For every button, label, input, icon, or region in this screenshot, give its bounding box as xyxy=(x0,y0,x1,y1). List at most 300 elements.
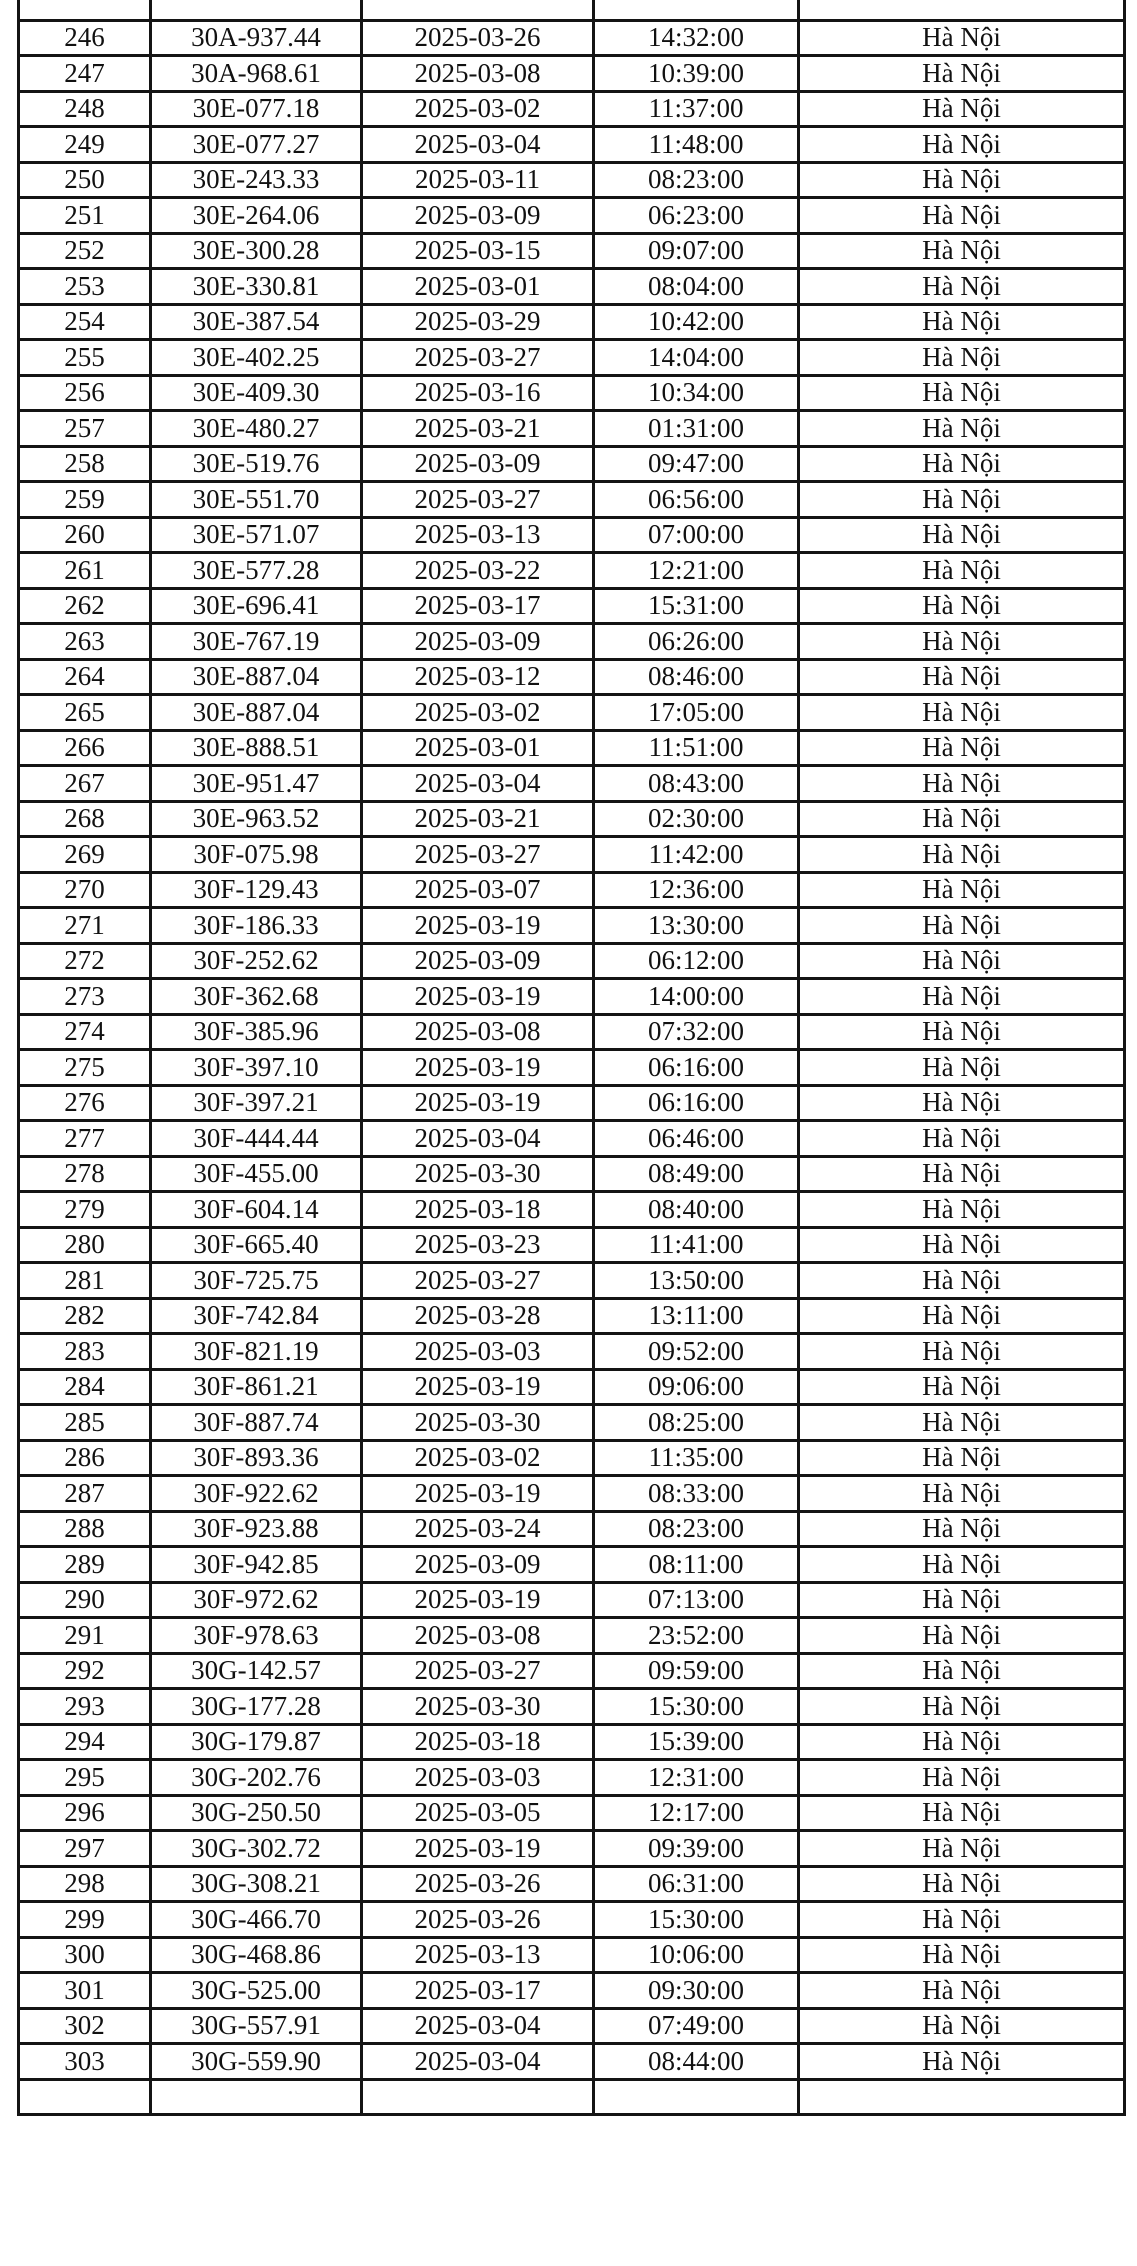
violation-table-page xyxy=(17,0,1123,2116)
license-plate-cell: 30G-142.57 xyxy=(151,1653,362,1689)
table-row xyxy=(19,20,1125,56)
row-number-cell: 286 xyxy=(19,1440,151,1476)
table-row xyxy=(19,553,1125,589)
time-cell: 14:00:00 xyxy=(594,979,799,1015)
license-plate-cell: 30F-942.85 xyxy=(151,1547,362,1583)
license-plate-cell: 30G-308.21 xyxy=(151,1866,362,1902)
location-cell: Hà Nội xyxy=(799,1298,1125,1334)
row-number-cell: 267 xyxy=(19,766,151,802)
row-number-cell: 270 xyxy=(19,872,151,908)
table-row xyxy=(19,943,1125,979)
row-number-cell: 262 xyxy=(19,588,151,624)
row-number-cell: 276 xyxy=(19,1085,151,1121)
location-cell: Hà Nội xyxy=(799,20,1125,56)
location-cell: Hà Nội xyxy=(799,872,1125,908)
empty-cell xyxy=(151,2079,362,2115)
location-cell: Hà Nội xyxy=(799,56,1125,92)
table-row xyxy=(19,1689,1125,1725)
time-cell: 10:06:00 xyxy=(594,1937,799,1973)
table-row xyxy=(19,269,1125,305)
license-plate-cell: 30E-480.27 xyxy=(151,411,362,447)
date-cell: 2025-03-04 xyxy=(362,1121,594,1157)
date-cell: 2025-03-03 xyxy=(362,1334,594,1370)
row-number-cell: 269 xyxy=(19,837,151,873)
date-cell: 2025-03-19 xyxy=(362,1582,594,1618)
date-cell: 2025-03-19 xyxy=(362,1476,594,1512)
location-cell: Hà Nội xyxy=(799,1440,1125,1476)
date-cell: 2025-03-13 xyxy=(362,517,594,553)
table-row xyxy=(19,340,1125,376)
time-cell: 12:36:00 xyxy=(594,872,799,908)
location-cell: Hà Nội xyxy=(799,1582,1125,1618)
date-cell: 2025-03-19 xyxy=(362,908,594,944)
date-cell: 2025-03-30 xyxy=(362,1405,594,1441)
date-cell: 2025-03-19 xyxy=(362,1831,594,1867)
table-row xyxy=(19,1476,1125,1512)
table-row xyxy=(19,517,1125,553)
time-cell: 12:31:00 xyxy=(594,1760,799,1796)
table-row xyxy=(19,411,1125,447)
location-cell: Hà Nội xyxy=(799,1369,1125,1405)
date-cell: 2025-03-30 xyxy=(362,1156,594,1192)
empty-cell xyxy=(799,0,1125,20)
table-row xyxy=(19,1653,1125,1689)
time-cell: 08:23:00 xyxy=(594,1511,799,1547)
location-cell: Hà Nội xyxy=(799,2044,1125,2080)
table-row xyxy=(19,1050,1125,1086)
license-plate-cell: 30G-525.00 xyxy=(151,1973,362,2009)
empty-cell xyxy=(362,0,594,20)
row-number-cell: 288 xyxy=(19,1511,151,1547)
license-plate-cell: 30F-725.75 xyxy=(151,1263,362,1299)
license-plate-cell: 30F-075.98 xyxy=(151,837,362,873)
row-number-cell: 297 xyxy=(19,1831,151,1867)
time-cell: 10:39:00 xyxy=(594,56,799,92)
date-cell: 2025-03-26 xyxy=(362,1866,594,1902)
license-plate-cell: 30E-402.25 xyxy=(151,340,362,376)
license-plate-cell: 30E-330.81 xyxy=(151,269,362,305)
empty-cell xyxy=(19,0,151,20)
table-row xyxy=(19,659,1125,695)
row-number-cell: 294 xyxy=(19,1724,151,1760)
time-cell: 09:06:00 xyxy=(594,1369,799,1405)
license-plate-cell: 30E-696.41 xyxy=(151,588,362,624)
location-cell: Hà Nội xyxy=(799,1795,1125,1831)
date-cell: 2025-03-08 xyxy=(362,1014,594,1050)
license-plate-cell: 30E-577.28 xyxy=(151,553,362,589)
date-cell: 2025-03-27 xyxy=(362,1653,594,1689)
location-cell: Hà Nội xyxy=(799,1937,1125,1973)
table-row xyxy=(19,624,1125,660)
time-cell: 07:13:00 xyxy=(594,1582,799,1618)
location-cell: Hà Nội xyxy=(799,659,1125,695)
table-row xyxy=(19,304,1125,340)
license-plate-cell: 30E-077.27 xyxy=(151,127,362,163)
time-cell: 15:30:00 xyxy=(594,1902,799,1938)
date-cell: 2025-03-08 xyxy=(362,1618,594,1654)
time-cell: 06:16:00 xyxy=(594,1085,799,1121)
table-row xyxy=(19,695,1125,731)
date-cell: 2025-03-09 xyxy=(362,624,594,660)
row-number-cell: 266 xyxy=(19,730,151,766)
license-plate-cell: 30E-243.33 xyxy=(151,162,362,198)
location-cell: Hà Nội xyxy=(799,730,1125,766)
row-number-cell: 258 xyxy=(19,446,151,482)
time-cell: 09:30:00 xyxy=(594,1973,799,2009)
row-number-cell: 256 xyxy=(19,375,151,411)
date-cell: 2025-03-27 xyxy=(362,340,594,376)
table-row xyxy=(19,730,1125,766)
row-number-cell: 272 xyxy=(19,943,151,979)
location-cell: Hà Nội xyxy=(799,162,1125,198)
row-number-cell: 247 xyxy=(19,56,151,92)
date-cell: 2025-03-01 xyxy=(362,730,594,766)
row-number-cell: 289 xyxy=(19,1547,151,1583)
license-plate-cell: 30F-186.33 xyxy=(151,908,362,944)
time-cell: 08:43:00 xyxy=(594,766,799,802)
location-cell: Hà Nội xyxy=(799,1476,1125,1512)
table-row xyxy=(19,127,1125,163)
empty-cell xyxy=(19,2079,151,2115)
license-plate-cell: 30F-385.96 xyxy=(151,1014,362,1050)
row-number-cell: 292 xyxy=(19,1653,151,1689)
table-row xyxy=(19,908,1125,944)
license-plate-cell: 30E-551.70 xyxy=(151,482,362,518)
time-cell: 11:41:00 xyxy=(594,1227,799,1263)
time-cell: 11:51:00 xyxy=(594,730,799,766)
table-row xyxy=(19,1511,1125,1547)
license-plate-cell: 30G-557.91 xyxy=(151,2008,362,2044)
table-row xyxy=(19,1866,1125,1902)
time-cell: 09:52:00 xyxy=(594,1334,799,1370)
date-cell: 2025-03-19 xyxy=(362,1369,594,1405)
row-number-cell: 293 xyxy=(19,1689,151,1725)
row-number-cell: 268 xyxy=(19,801,151,837)
row-number-cell: 301 xyxy=(19,1973,151,2009)
row-number-cell: 264 xyxy=(19,659,151,695)
row-number-cell: 259 xyxy=(19,482,151,518)
date-cell: 2025-03-02 xyxy=(362,91,594,127)
table-row xyxy=(19,1937,1125,1973)
row-number-cell: 251 xyxy=(19,198,151,234)
license-plate-cell: 30F-362.68 xyxy=(151,979,362,1015)
license-plate-cell: 30F-972.62 xyxy=(151,1582,362,1618)
location-cell: Hà Nội xyxy=(799,269,1125,305)
table-row xyxy=(19,198,1125,234)
license-plate-cell: 30F-742.84 xyxy=(151,1298,362,1334)
location-cell: Hà Nội xyxy=(799,553,1125,589)
date-cell: 2025-03-02 xyxy=(362,695,594,731)
date-cell: 2025-03-12 xyxy=(362,659,594,695)
table-row xyxy=(19,1902,1125,1938)
table-row xyxy=(19,588,1125,624)
location-cell: Hà Nội xyxy=(799,1085,1125,1121)
license-plate-cell: 30G-179.87 xyxy=(151,1724,362,1760)
location-cell: Hà Nội xyxy=(799,1156,1125,1192)
row-number-cell: 284 xyxy=(19,1369,151,1405)
date-cell: 2025-03-04 xyxy=(362,2008,594,2044)
time-cell: 07:00:00 xyxy=(594,517,799,553)
date-cell: 2025-03-27 xyxy=(362,837,594,873)
license-plate-cell: 30E-888.51 xyxy=(151,730,362,766)
location-cell: Hà Nội xyxy=(799,1547,1125,1583)
date-cell: 2025-03-23 xyxy=(362,1227,594,1263)
date-cell: 2025-03-30 xyxy=(362,1689,594,1725)
date-cell: 2025-03-07 xyxy=(362,872,594,908)
row-number-cell: 296 xyxy=(19,1795,151,1831)
row-number-cell: 249 xyxy=(19,127,151,163)
time-cell: 01:31:00 xyxy=(594,411,799,447)
date-cell: 2025-03-21 xyxy=(362,801,594,837)
location-cell: Hà Nội xyxy=(799,446,1125,482)
time-cell: 06:16:00 xyxy=(594,1050,799,1086)
location-cell: Hà Nội xyxy=(799,482,1125,518)
license-plate-cell: 30E-077.18 xyxy=(151,91,362,127)
time-cell: 08:04:00 xyxy=(594,269,799,305)
time-cell: 11:48:00 xyxy=(594,127,799,163)
date-cell: 2025-03-27 xyxy=(362,482,594,518)
time-cell: 09:59:00 xyxy=(594,1653,799,1689)
time-cell: 06:46:00 xyxy=(594,1121,799,1157)
location-cell: Hà Nội xyxy=(799,1050,1125,1086)
table-row xyxy=(19,1227,1125,1263)
table-row xyxy=(19,162,1125,198)
row-number-cell: 274 xyxy=(19,1014,151,1050)
location-cell: Hà Nội xyxy=(799,1263,1125,1299)
time-cell: 08:23:00 xyxy=(594,162,799,198)
time-cell: 02:30:00 xyxy=(594,801,799,837)
license-plate-cell: 30F-978.63 xyxy=(151,1618,362,1654)
time-cell: 06:31:00 xyxy=(594,1866,799,1902)
row-number-cell: 285 xyxy=(19,1405,151,1441)
row-number-cell: 282 xyxy=(19,1298,151,1334)
table-row xyxy=(19,1192,1125,1228)
license-plate-cell: 30F-252.62 xyxy=(151,943,362,979)
date-cell: 2025-03-22 xyxy=(362,553,594,589)
row-number-cell: 277 xyxy=(19,1121,151,1157)
row-number-cell: 257 xyxy=(19,411,151,447)
location-cell: Hà Nội xyxy=(799,91,1125,127)
violation-table xyxy=(17,0,1126,2116)
table-row xyxy=(19,2008,1125,2044)
row-number-cell: 271 xyxy=(19,908,151,944)
time-cell: 06:56:00 xyxy=(594,482,799,518)
location-cell: Hà Nội xyxy=(799,411,1125,447)
date-cell: 2025-03-26 xyxy=(362,1902,594,1938)
row-number-cell: 302 xyxy=(19,2008,151,2044)
table-row xyxy=(19,801,1125,837)
date-cell: 2025-03-09 xyxy=(362,1547,594,1583)
row-number-cell: 303 xyxy=(19,2044,151,2080)
location-cell: Hà Nội xyxy=(799,1334,1125,1370)
license-plate-cell: 30F-821.19 xyxy=(151,1334,362,1370)
row-number-cell: 261 xyxy=(19,553,151,589)
time-cell: 17:05:00 xyxy=(594,695,799,731)
date-cell: 2025-03-09 xyxy=(362,943,594,979)
location-cell: Hà Nội xyxy=(799,837,1125,873)
license-plate-cell: 30E-571.07 xyxy=(151,517,362,553)
location-cell: Hà Nội xyxy=(799,1618,1125,1654)
license-plate-cell: 30G-302.72 xyxy=(151,1831,362,1867)
license-plate-cell: 30E-409.30 xyxy=(151,375,362,411)
license-plate-cell: 30E-951.47 xyxy=(151,766,362,802)
time-cell: 10:42:00 xyxy=(594,304,799,340)
table-body xyxy=(19,0,1125,2115)
empty-cell xyxy=(799,2079,1125,2115)
location-cell: Hà Nội xyxy=(799,304,1125,340)
time-cell: 08:44:00 xyxy=(594,2044,799,2080)
table-row xyxy=(19,1121,1125,1157)
location-cell: Hà Nội xyxy=(799,233,1125,269)
date-cell: 2025-03-28 xyxy=(362,1298,594,1334)
location-cell: Hà Nội xyxy=(799,801,1125,837)
time-cell: 15:30:00 xyxy=(594,1689,799,1725)
license-plate-cell: 30F-129.43 xyxy=(151,872,362,908)
time-cell: 06:26:00 xyxy=(594,624,799,660)
table-row xyxy=(19,2044,1125,2080)
license-plate-cell: 30G-177.28 xyxy=(151,1689,362,1725)
location-cell: Hà Nội xyxy=(799,1511,1125,1547)
date-cell: 2025-03-24 xyxy=(362,1511,594,1547)
table-row xyxy=(19,1760,1125,1796)
date-cell: 2025-03-26 xyxy=(362,20,594,56)
location-cell: Hà Nội xyxy=(799,517,1125,553)
date-cell: 2025-03-04 xyxy=(362,766,594,802)
license-plate-cell: 30A-968.61 xyxy=(151,56,362,92)
license-plate-cell: 30G-466.70 xyxy=(151,1902,362,1938)
location-cell: Hà Nội xyxy=(799,1653,1125,1689)
table-row xyxy=(19,872,1125,908)
license-plate-cell: 30G-468.86 xyxy=(151,1937,362,1973)
row-number-cell: 300 xyxy=(19,1937,151,1973)
time-cell: 14:04:00 xyxy=(594,340,799,376)
table-row-partial xyxy=(19,0,1125,20)
location-cell: Hà Nội xyxy=(799,127,1125,163)
location-cell: Hà Nội xyxy=(799,979,1125,1015)
license-plate-cell: 30F-887.74 xyxy=(151,1405,362,1441)
license-plate-cell: 30E-519.76 xyxy=(151,446,362,482)
row-number-cell: 255 xyxy=(19,340,151,376)
date-cell: 2025-03-16 xyxy=(362,375,594,411)
table-row xyxy=(19,446,1125,482)
date-cell: 2025-03-21 xyxy=(362,411,594,447)
location-cell: Hà Nội xyxy=(799,624,1125,660)
table-row xyxy=(19,1085,1125,1121)
time-cell: 23:52:00 xyxy=(594,1618,799,1654)
row-number-cell: 252 xyxy=(19,233,151,269)
time-cell: 08:40:00 xyxy=(594,1192,799,1228)
time-cell: 08:46:00 xyxy=(594,659,799,695)
location-cell: Hà Nội xyxy=(799,340,1125,376)
row-number-cell: 299 xyxy=(19,1902,151,1938)
location-cell: Hà Nội xyxy=(799,908,1125,944)
date-cell: 2025-03-03 xyxy=(362,1760,594,1796)
location-cell: Hà Nội xyxy=(799,1192,1125,1228)
license-plate-cell: 30E-887.04 xyxy=(151,695,362,731)
time-cell: 13:11:00 xyxy=(594,1298,799,1334)
row-number-cell: 287 xyxy=(19,1476,151,1512)
date-cell: 2025-03-05 xyxy=(362,1795,594,1831)
table-row xyxy=(19,1973,1125,2009)
location-cell: Hà Nội xyxy=(799,1227,1125,1263)
row-number-cell: 278 xyxy=(19,1156,151,1192)
time-cell: 07:49:00 xyxy=(594,2008,799,2044)
license-plate-cell: 30E-264.06 xyxy=(151,198,362,234)
date-cell: 2025-03-01 xyxy=(362,269,594,305)
location-cell: Hà Nội xyxy=(799,1831,1125,1867)
time-cell: 12:17:00 xyxy=(594,1795,799,1831)
location-cell: Hà Nội xyxy=(799,1760,1125,1796)
location-cell: Hà Nội xyxy=(799,695,1125,731)
table-row xyxy=(19,766,1125,802)
row-number-cell: 281 xyxy=(19,1263,151,1299)
location-cell: Hà Nội xyxy=(799,1405,1125,1441)
license-plate-cell: 30E-963.52 xyxy=(151,801,362,837)
row-number-cell: 279 xyxy=(19,1192,151,1228)
location-cell: Hà Nội xyxy=(799,1121,1125,1157)
row-number-cell: 246 xyxy=(19,20,151,56)
location-cell: Hà Nội xyxy=(799,1014,1125,1050)
table-row xyxy=(19,1724,1125,1760)
table-row xyxy=(19,1014,1125,1050)
time-cell: 14:32:00 xyxy=(594,20,799,56)
row-number-cell: 260 xyxy=(19,517,151,553)
date-cell: 2025-03-17 xyxy=(362,588,594,624)
location-cell: Hà Nội xyxy=(799,375,1125,411)
empty-cell xyxy=(594,0,799,20)
row-number-cell: 253 xyxy=(19,269,151,305)
time-cell: 07:32:00 xyxy=(594,1014,799,1050)
license-plate-cell: 30F-444.44 xyxy=(151,1121,362,1157)
row-number-cell: 291 xyxy=(19,1618,151,1654)
date-cell: 2025-03-19 xyxy=(362,1050,594,1086)
location-cell: Hà Nội xyxy=(799,198,1125,234)
location-cell: Hà Nội xyxy=(799,766,1125,802)
date-cell: 2025-03-13 xyxy=(362,1937,594,1973)
date-cell: 2025-03-09 xyxy=(362,198,594,234)
date-cell: 2025-03-29 xyxy=(362,304,594,340)
date-cell: 2025-03-19 xyxy=(362,979,594,1015)
table-row xyxy=(19,837,1125,873)
row-number-cell: 290 xyxy=(19,1582,151,1618)
date-cell: 2025-03-09 xyxy=(362,446,594,482)
table-row xyxy=(19,1795,1125,1831)
time-cell: 11:42:00 xyxy=(594,837,799,873)
license-plate-cell: 30F-922.62 xyxy=(151,1476,362,1512)
date-cell: 2025-03-04 xyxy=(362,2044,594,2080)
table-row xyxy=(19,1334,1125,1370)
table-row xyxy=(19,979,1125,1015)
date-cell: 2025-03-17 xyxy=(362,1973,594,2009)
row-number-cell: 280 xyxy=(19,1227,151,1263)
empty-cell xyxy=(362,2079,594,2115)
row-number-cell: 273 xyxy=(19,979,151,1015)
location-cell: Hà Nội xyxy=(799,1973,1125,2009)
table-row xyxy=(19,91,1125,127)
row-number-cell: 250 xyxy=(19,162,151,198)
time-cell: 11:37:00 xyxy=(594,91,799,127)
row-number-cell: 248 xyxy=(19,91,151,127)
table-row xyxy=(19,482,1125,518)
location-cell: Hà Nội xyxy=(799,588,1125,624)
row-number-cell: 275 xyxy=(19,1050,151,1086)
license-plate-cell: 30F-397.21 xyxy=(151,1085,362,1121)
license-plate-cell: 30E-767.19 xyxy=(151,624,362,660)
date-cell: 2025-03-15 xyxy=(362,233,594,269)
row-number-cell: 254 xyxy=(19,304,151,340)
license-plate-cell: 30F-923.88 xyxy=(151,1511,362,1547)
table-row xyxy=(19,1618,1125,1654)
